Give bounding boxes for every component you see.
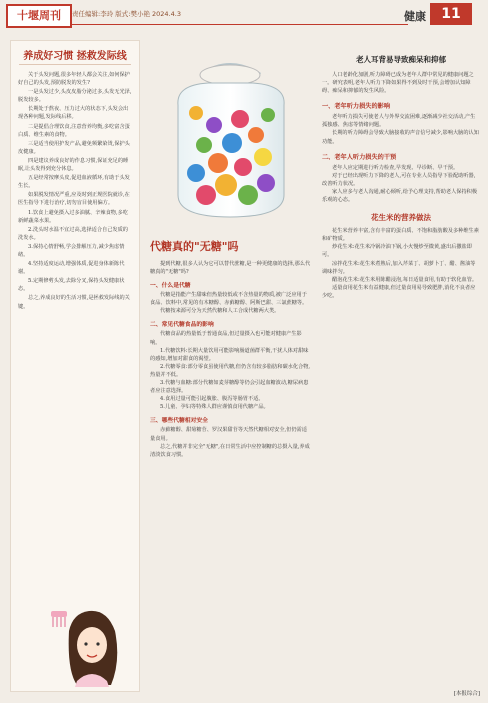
editor-meta: 责任编辑:李玲 版式:樊小艳 2024.4.3 — [72, 10, 181, 18]
left-paragraph: 3.保持心情舒畅,学会排解压力,减少焦虑情绪。 — [18, 243, 125, 258]
left-paragraph: 5.定期修剪头发,去除分叉,保持头发健康状态。 — [18, 278, 125, 293]
middle-sections — [150, 280, 312, 459]
left-paragraph: 二是提倡合理饮食,注意营养均衡,多吃富含蛋白质、维生素的食物。 — [18, 123, 130, 138]
middle-paragraph: 3.代糖与血糖:部分代糖如麦芽糖醇等仍会引起血糖波动,糖尿病患者应注意选择。 — [150, 380, 309, 395]
right-paragraph: 家人应多与老人沟通,耐心倾听,给予心理支持,帮助老人保持积极乐观的心态。 — [322, 188, 478, 204]
section-heading: 二、老年人听力损失的干预 — [322, 153, 397, 161]
left-paragraph: 如果脱发情况严重,应及时到正规医院就诊,在医生指导下进行治疗,切勿盲目使用偏方。 — [18, 192, 130, 207]
middle-article-title: 代糖真的"无糖"吗 — [150, 240, 239, 253]
right-paragraph: 老年人应定期进行听力检查,早发现、早诊断、早干预。 — [332, 164, 459, 171]
left-paragraph: 五是经常按摩头皮,促进血液循环,有助于头发生长。 — [18, 175, 130, 190]
left-article-title: 养成好习惯 拯救发际线 — [23, 51, 127, 62]
middle-paragraph: 2.代糖零食:部分零食虽使用代糖,但仍含有较多脂肪和碳水化合物,热量并不低。 — [150, 363, 311, 378]
left-paragraph: 1.饮食上避免摄入过多油腻、辛辣食物,多吃新鲜蔬菜水果。 — [18, 209, 128, 224]
middle-paragraph: 1.代糖饮料:长期大量饮用可能影响肠道菌群平衡,干扰人体对甜味的感知,增加对甜食的渴望。 — [150, 347, 309, 362]
recipe-paragraph: 炒花生米:花生米冷锅冷油下锅,小火慢炒至微黄,盛出后撒盐即可。 — [322, 244, 472, 259]
recipe-paragraph: 凉拌花生米:花生米煮熟后,加入芹菜丁、胡萝卜丁、醋、酱油等调味拌匀。 — [322, 260, 476, 275]
section-heading: 二、常见代糖食品的影响 — [150, 322, 214, 329]
middle-intro: 提到代糖,很多人认为它可以替代蔗糖,是一种更健康的选择,那么代糖真的"无糖"吗? — [150, 261, 311, 276]
left-paragraph: 2.洗头时水温不宜过高,选择适合自己发质的洗发水。 — [18, 226, 128, 241]
left-article-body — [11, 71, 139, 311]
recipe-paragraph: 适量食用花生米有益健康,但过量食用易导致肥胖,消化不良者应少吃。 — [322, 284, 476, 299]
left-paragraph: 4.坚持适度运动,增强体质,促进身体新陈代谢。 — [18, 261, 125, 276]
right-column — [322, 40, 480, 300]
middle-paragraph: 总之,代糖并非完全"无糖",在日常生活中应控制糖的总摄入量,养成清淡饮食习惯。 — [150, 443, 310, 458]
right-article-title: 老人耳背易导致痴呆和抑郁 — [356, 55, 446, 64]
recipe-title: 花生米的营养做法 — [371, 213, 431, 223]
middle-paragraph: 4.食用过量可能引起腹胀、腹泻等肠胃不适。 — [160, 396, 264, 403]
middle-paragraph: 代糖食品的热量低于普通食品,但过量摄入也可能对健康产生影响。 — [150, 331, 302, 346]
middle-paragraph: 5.儿童、孕妇等特殊人群应谨慎食用代糖产品。 — [160, 404, 269, 411]
middle-paragraph: 赤藓糖醇、甜菊糖苷、罗汉果甜苷等天然代糖相对安全,但仍需适量食用。 — [150, 427, 307, 442]
comb-teeth — [53, 617, 65, 627]
left-paragraph: 关于头发问题,很多年轻人都会关注,如何保护好自己的头发,预防脱发的发生? — [18, 72, 130, 87]
right-paragraph: 长期的听力障碍会导致大脑接收的声音信号减少,影响大脑的认知功能。 — [322, 130, 479, 145]
right-sections — [322, 101, 480, 204]
section-name: 健康 — [404, 10, 426, 23]
recipe-paragraph: 醋泡花生米:花生米用陈醋浸泡,每日适量食用,有助于软化血管。 — [332, 276, 478, 283]
section-heading: 一、老年听力损失的影响 — [322, 103, 391, 111]
left-paragraph: 一是头发过少,头皮皮脂分泌过多,头发无光泽,脱发较多。 — [18, 89, 132, 104]
left-paragraph: 四是建议养成良好的作息习惯,保证充足的睡眠,让头发得到充分休息。 — [18, 157, 129, 173]
right-paragraph: 老年听力损失可使老人与外界交流困难,逐渐减少社交活动,产生孤独感、焦虑等情绪问题。 — [322, 114, 476, 129]
recipe-paragraph: 花生米营养丰富,含有丰富的蛋白质、不饱和脂肪酸及多种维生素和矿物质。 — [322, 228, 479, 243]
jar-lid — [200, 65, 260, 85]
middle-paragraph: 代糖按来源可分为天然代糖和人工合成代糖两大类。 — [160, 308, 280, 315]
right-intro: 人口老龄化加剧,听力障碍已成为老年人群中常见的健康问题之一。研究表明,老年人听力下降如果得不到及时干预,会增加认知障碍、痴呆和抑郁的发生风险。 — [322, 72, 474, 95]
middle-article-body — [150, 260, 312, 459]
left-paragraph: 总之,养成良好的生活习惯,是拯救发际线的关键。 — [18, 295, 130, 310]
page-header — [0, 0, 488, 32]
left-paragraph: 长期处于熬夜、压力过大的状态下,头发会出现各种问题,发际线后移。 — [18, 106, 129, 121]
page-number: 11 — [430, 3, 472, 25]
middle-paragraph: 代糖是指能产生甜味但热量较低或不含热量的物质,被广泛应用于食品、饮料中,常见的有木糖醇、赤藓糖醇、阿斯巴甜、三氯蔗糖等。 — [150, 292, 308, 307]
left-column — [10, 40, 140, 692]
comb-icon — [51, 611, 67, 617]
candy-jar-illustration — [148, 45, 313, 223]
section-heading: 三、哪些代糖相对安全 — [150, 418, 208, 425]
recipe-body — [322, 227, 480, 300]
left-paragraph: 三是适当使用护发产品,避免频繁染烫,保护头皮健康。 — [18, 140, 130, 155]
hair-girl-illustration — [49, 601, 127, 687]
right-paragraph: 对于已经出现听力下降的老人,可在专业人员指导下验配助听器,改善听力状况。 — [322, 172, 476, 187]
publication-logo: 十堰周刊 — [6, 4, 72, 28]
header-divider — [72, 24, 408, 25]
section-heading: 一、什么是代糖 — [150, 283, 191, 290]
source-note: [本报综合] — [453, 691, 480, 697]
left-title-rule — [19, 64, 131, 65]
